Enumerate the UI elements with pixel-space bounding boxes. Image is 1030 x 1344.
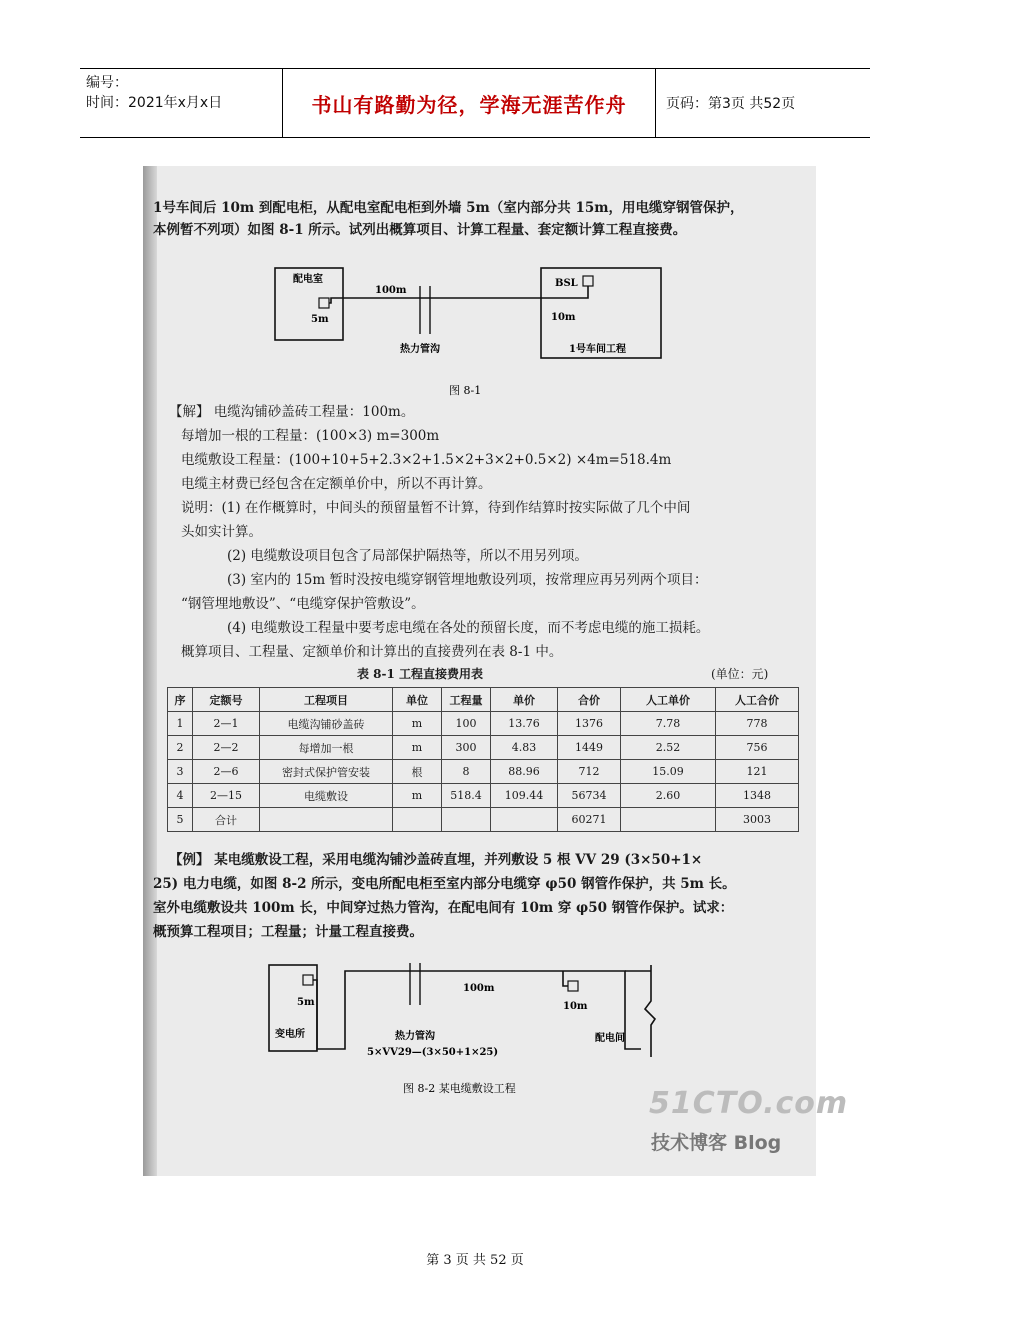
table-cell: 13.76 (491, 712, 558, 736)
fig2-10m: 10m (563, 1001, 588, 1012)
table-cell: 1376 (558, 712, 621, 736)
fig1-100m: 100m (375, 285, 407, 296)
table-cell: 8 (442, 760, 491, 784)
fig2-5m: 5m (297, 997, 315, 1008)
text-line: “钢管埋地敷设”、“电缆穿保护管敷设”。 (181, 596, 425, 612)
table-cell: 2.52 (621, 736, 716, 760)
table-cell: 109.44 (491, 784, 558, 808)
table-title: 表 8-1 工程直接费用表 (357, 667, 484, 681)
table-cell: 2.60 (621, 784, 716, 808)
table-cell: 2—6 (193, 760, 260, 784)
fig1-pipe-label: 热力管沟 (400, 344, 440, 355)
table-cell: 密封式保护管安装 (260, 760, 393, 784)
table-cell: 518.4 (442, 784, 491, 808)
col-header: 单位 (393, 688, 442, 712)
table-row (168, 760, 799, 784)
header-meta (80, 69, 283, 137)
col-header: 人工单价 (621, 688, 716, 712)
text-line: 电缆敷设工程量：(100+10+5+2.3×2+1.5×2+3×2+0.5×2) ×4m=518.4m (181, 452, 672, 468)
fig2-room: 配电间 (595, 1033, 625, 1044)
text-line: (3) 室内的 15m 暂时没按电缆穿钢管埋地敷设列项，按常理应再另列两个项目： (227, 572, 708, 588)
table-cell: 1348 (716, 784, 799, 808)
table-cell (260, 808, 393, 832)
table-row (168, 712, 799, 736)
text-line: 每增加一根的工程量：(100×3) m=300m (181, 428, 440, 444)
table-cell: 2—2 (193, 736, 260, 760)
col-header: 序 (168, 688, 193, 712)
table-cell: 5 (168, 808, 193, 832)
watermark-logo: 51CTO.com (649, 1086, 849, 1121)
watermark-subtitle: 技术博客 Blog (651, 1132, 782, 1154)
table-cell: 电缆敷设 (260, 784, 393, 808)
table-header-row (168, 688, 799, 712)
figure-8-1 (273, 262, 673, 402)
text-line: 【例】 某电缆敷设工程，采用电缆沟铺沙盖砖直埋，并列敷设 5 根 VV 29 (3×50+1× (169, 852, 703, 868)
table-cell: 60271 (558, 808, 621, 832)
table-cell: 1449 (558, 736, 621, 760)
text-line (169, 401, 842, 423)
fig2-cable-label: 5×VV29—(3×50+1×25) (367, 1047, 499, 1058)
table-cell: 300 (442, 736, 491, 760)
text-line: 概算项目、工程量、定额单价和计算出的直接费列在表 8-1 中。 (181, 644, 563, 660)
fig2-substation: 变电所 (275, 1029, 305, 1040)
col-header: 定额号 (193, 688, 260, 712)
col-header: 人工合价 (716, 688, 799, 712)
table-unit: (单位：元) (711, 667, 769, 681)
col-header: 工程项目 (260, 688, 393, 712)
date-label: 时间：2021年x月x日 (86, 95, 223, 111)
figure-8-2 (263, 961, 683, 1111)
fig2-pipe-label: 热力管沟 (395, 1031, 435, 1042)
text-line: 头如实计算。 (181, 524, 262, 540)
table-cell: 4 (168, 784, 193, 808)
solution-line: 【解】 电缆沟铺砂盖砖工程量：100m。 (169, 404, 415, 420)
number-label: 编号： (86, 75, 128, 91)
table-cell: 88.96 (491, 760, 558, 784)
fig2-100m: 100m (463, 983, 495, 994)
table-cell: 合计 (193, 808, 260, 832)
col-header: 单价 (491, 688, 558, 712)
fig1-caption: 图 8-1 (449, 384, 482, 397)
table-cell: 778 (716, 712, 799, 736)
table-cell: 2—1 (193, 712, 260, 736)
fig1-workshop: 1号车间工程 (569, 344, 626, 355)
table-cell: 每增加一根 (260, 736, 393, 760)
page-binding-shadow (143, 166, 157, 1176)
table-row (168, 784, 799, 808)
table-cell: 3 (168, 760, 193, 784)
table-cell (621, 808, 716, 832)
table-cell: 56734 (558, 784, 621, 808)
cost-table (167, 687, 799, 832)
table-cell: 7.78 (621, 712, 716, 736)
table-cell (442, 808, 491, 832)
fig2-caption: 图 8-2 某电缆敷设工程 (403, 1082, 516, 1095)
text-line: (2) 电缆敷设项目包含了局部保护隔热等，所以不用另列项。 (227, 548, 588, 564)
table-cell: 712 (558, 760, 621, 784)
scanned-page (143, 166, 849, 1176)
table-cell (491, 808, 558, 832)
table-cell: 4.83 (491, 736, 558, 760)
text-line: 本例暂不列项）如图 8-1 所示。试列出概算项目、计算工程量、套定额计算工程直接费。 (153, 222, 687, 238)
text-line: 电缆主材费已经包含在定额单价中，所以不再计算。 (181, 476, 492, 492)
fig1-bsl: BSL (555, 278, 578, 289)
table-cell: m (393, 784, 442, 808)
text-line: 概预算工程项目；工程量；计量工程直接费。 (153, 924, 423, 940)
fig1-room-label: 配电室 (293, 274, 323, 285)
col-header: 合价 (558, 688, 621, 712)
table-cell: m (393, 712, 442, 736)
table-cell: 2—15 (193, 784, 260, 808)
fig1-5m: 5m (311, 314, 329, 325)
table-cell: 1 (168, 712, 193, 736)
table-row (168, 736, 799, 760)
table-cell: 100 (442, 712, 491, 736)
page-footer: 第 3 页 共 52 页 (426, 1253, 524, 1268)
table-cell: 电缆沟铺砂盖砖 (260, 712, 393, 736)
col-header: 工程量 (442, 688, 491, 712)
table-cell: 3003 (716, 808, 799, 832)
table-cell (393, 808, 442, 832)
table-cell: m (393, 736, 442, 760)
text-line: 1号车间后 10m 到配电柜，从配电室配电柜到外墙 5m（室内部分共 15m，用电缆穿钢管保护， (153, 200, 744, 216)
text-line: 室外电缆敷设共 100m 长，中间穿过热力管沟，在配电间有 10m 穿 φ50 钢管作保护。试求： (153, 900, 734, 916)
text-line: (4) 电缆敷设工程量中要考虑电缆在各处的预留长度，而不考虑电缆的施工损耗。 (227, 620, 710, 636)
header-motto: 书山有路勤为径，学海无涯苦作舟 (283, 69, 656, 137)
text-line: 25) 电力电缆，如图 8-2 所示，变电所配电柜至室内部分电缆穿 φ50 钢管作保护，共 5m 长。 (153, 876, 736, 892)
table-cell: 756 (716, 736, 799, 760)
document-header (80, 68, 870, 138)
table-row (168, 808, 799, 832)
text-line: 说明：(1) 在作概算时，中间头的预留量暂不计算，待到作结算时按实际做了几个中间 (181, 500, 691, 516)
header-page-info: 页码：第3页 共52页 (666, 96, 796, 112)
table-cell: 121 (716, 760, 799, 784)
table-cell: 15.09 (621, 760, 716, 784)
table-cell: 根 (393, 760, 442, 784)
table-cell: 2 (168, 736, 193, 760)
fig1-10m: 10m (551, 312, 576, 323)
